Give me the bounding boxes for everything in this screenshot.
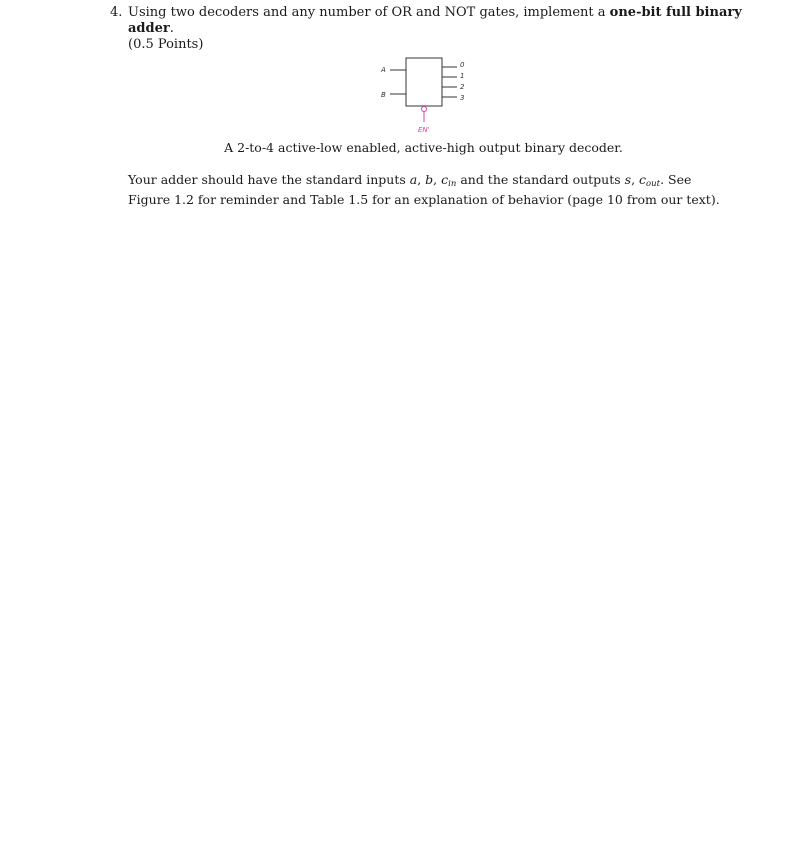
enable-label: EN' bbox=[418, 126, 430, 134]
output-cout-math: c bbox=[639, 172, 647, 187]
question-line bbox=[110, 5, 750, 37]
output-0-label: 0 bbox=[460, 61, 465, 69]
instructions-paragraph: Your adder should have the standard inputs a, b, $c_{in}$ and the standard outputs s, $c_{out}$. See Figure 1.2 for reminder and Table 1.5 for an explanation of behavior (page 10 from our text). bbox=[128, 172, 720, 207]
input-b-math: b bbox=[425, 172, 434, 187]
para-intro: Your adder should have the standard inputs bbox=[128, 172, 410, 187]
question-number: 4. bbox=[110, 5, 123, 20]
input-a-math: a bbox=[409, 172, 418, 187]
decoder-box bbox=[406, 58, 442, 106]
question-text-end: . bbox=[169, 21, 174, 36]
question-points: (0.5 Points) bbox=[128, 37, 204, 52]
question-block bbox=[110, 5, 750, 53]
input-a-label: A bbox=[381, 66, 386, 74]
question-text-start: Using two decoders and any number of OR and NOT gates, implement a bbox=[128, 5, 610, 20]
output-1-label: 1 bbox=[460, 72, 465, 80]
decoder-diagram bbox=[360, 52, 480, 142]
question-bold-text: one-bit full binary adder bbox=[128, 5, 742, 36]
question-text bbox=[128, 5, 750, 37]
para-outro: . See Figure 1.2 for reminder and Table 1.5 for an explanation of behavior (page 10 from our text). bbox=[128, 172, 720, 207]
cin-subscript: in bbox=[448, 179, 457, 189]
output-s-math: s bbox=[624, 172, 632, 187]
para-middle: and the standard outputs bbox=[456, 172, 625, 187]
output-2-label: 2 bbox=[460, 83, 465, 91]
input-b-label: B bbox=[381, 91, 386, 99]
output-3-label: 3 bbox=[460, 94, 465, 102]
figure-caption: A 2-to-4 active-low enabled, active-high output binary decoder. bbox=[224, 140, 623, 155]
cout-subscript: out bbox=[646, 179, 661, 189]
decoder-figure bbox=[360, 52, 480, 142]
input-cin-math: c bbox=[441, 172, 449, 187]
enable-bubble-icon bbox=[422, 107, 427, 112]
